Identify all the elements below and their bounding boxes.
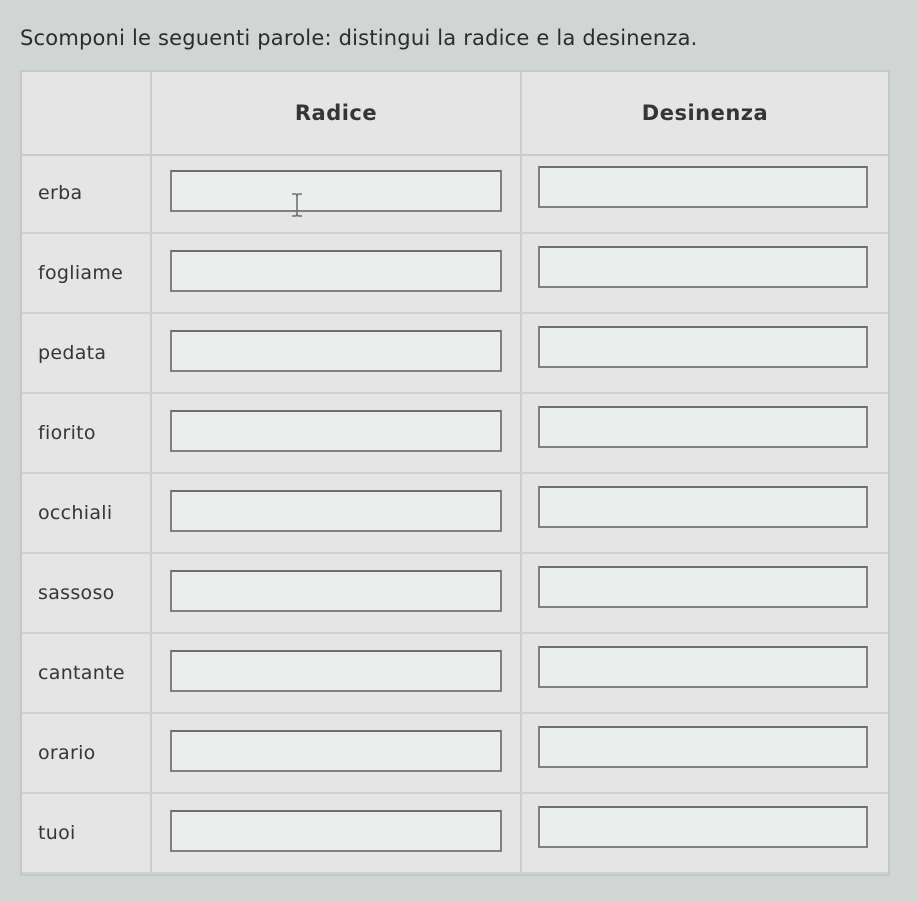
word-label: cantante [38, 662, 125, 684]
ending-input-2[interactable] [538, 246, 868, 288]
ending-input-5[interactable] [538, 486, 868, 528]
table-row [22, 314, 888, 394]
word-label: pedata [38, 342, 107, 364]
table-row [22, 394, 888, 474]
ending-input-4[interactable] [538, 406, 868, 448]
ending-input-8[interactable] [538, 726, 868, 768]
table-row [22, 634, 888, 714]
root-input-9[interactable] [170, 810, 502, 852]
text-cursor-icon [290, 192, 304, 218]
table-row [22, 474, 888, 554]
root-input-2[interactable] [170, 250, 502, 292]
word-label: occhiali [38, 502, 113, 524]
root-input-6[interactable] [170, 570, 502, 612]
word-label: erba [38, 182, 83, 204]
header-word [22, 72, 150, 154]
root-input-7[interactable] [170, 650, 502, 692]
instruction-text: Scomponi le seguenti parole: distingui la radice e la desinenza. [20, 26, 698, 50]
ending-input-6[interactable] [538, 566, 868, 608]
word-decomposition-table [20, 70, 890, 876]
root-input-5[interactable] [170, 490, 502, 532]
table-row [22, 154, 888, 234]
root-input-3[interactable] [170, 330, 502, 372]
ending-input-7[interactable] [538, 646, 868, 688]
root-input-8[interactable] [170, 730, 502, 772]
table-row [22, 234, 888, 314]
table-row [22, 714, 888, 794]
word-label: fiorito [38, 422, 96, 444]
ending-input-3[interactable] [538, 326, 868, 368]
ending-input-9[interactable] [538, 806, 868, 848]
word-label: orario [38, 742, 96, 764]
word-label: fogliame [38, 262, 124, 284]
header-root: Radice [150, 72, 520, 154]
table-row [22, 794, 888, 874]
word-label: sassoso [38, 582, 115, 604]
header-ending: Desinenza [520, 72, 888, 154]
ending-input-1[interactable] [538, 166, 868, 208]
table-row [22, 554, 888, 634]
root-input-1[interactable] [170, 170, 502, 212]
word-label: tuoi [38, 822, 76, 844]
root-input-4[interactable] [170, 410, 502, 452]
